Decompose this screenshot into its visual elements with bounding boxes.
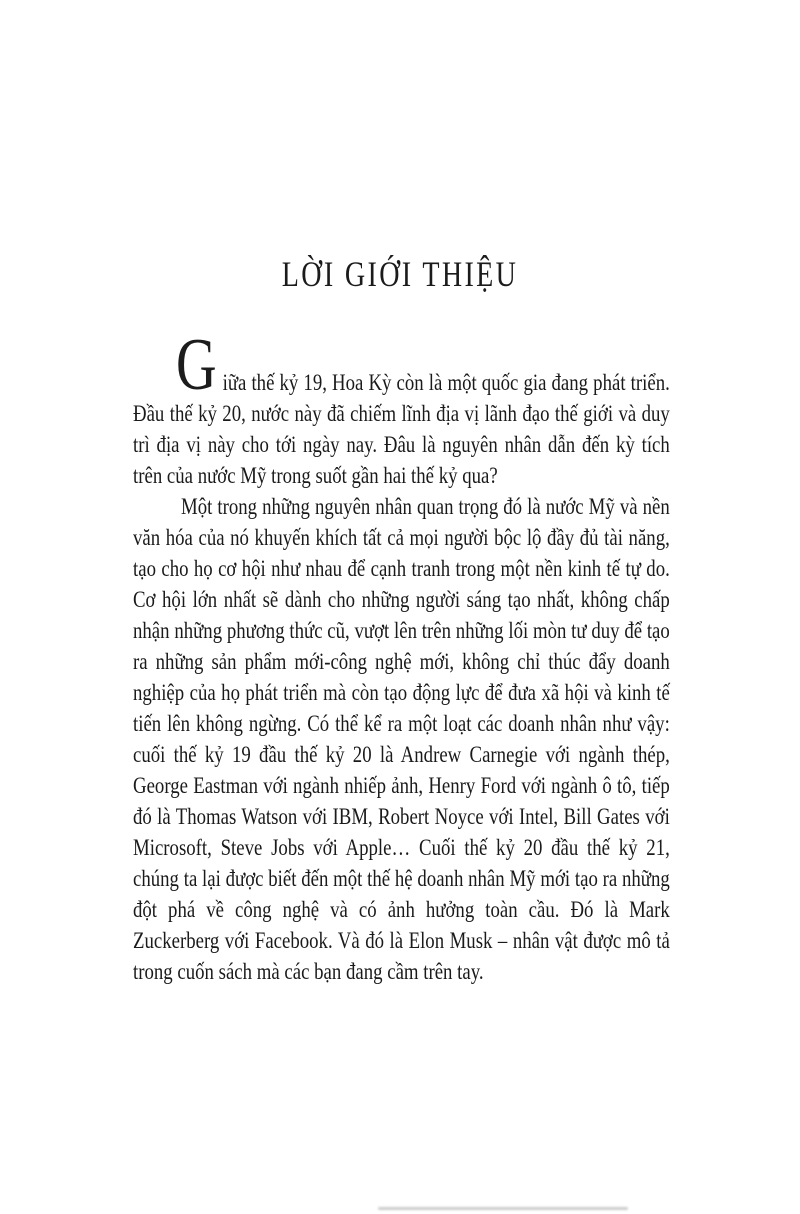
paragraph-2: Một trong những nguyên nhân quan trọng đó là nước Mỹ và nền văn hóa của nó khuyến khích tất cả mọi người bộc lộ đầy đủ tài năng, tạo cho họ cơ hội như nhau để cạnh tranh trong một nền kinh tế tự do. Cơ hội lớn nhất sẽ dành cho những người sáng tạo nhất, không chấp nhận những phương thức cũ, vượt lên trên những lối mòn tư duy để tạo ra những sản phẩm mới-công nghệ mới, không chỉ thúc đẩy doanh nghiệp của họ phát triển mà còn tạo động lực để đưa xã hội và kinh tế tiến lên không ngừng. Có thể kể ra một loạt các doanh nhân như vậy: cuối thế kỷ 19 đầu thế kỷ 20 là Andrew Carnegie với ngành thép, George Eastman với ngành nhiếp ảnh, Henry Ford với ngành ô tô, tiếp đó là Thomas Watson với IBM, Robert Noyce với Intel, Bill Gates với Microsoft, Steve Jobs với Apple… Cuối thế kỷ 20 đầu thế kỷ 21, chúng ta lại được biết đến một thế hệ doanh nhân Mỹ mới tạo ra những đột phá về công nghệ và có ảnh hưởng toàn cầu. Đó là Mark Zuckerberg với Facebook. Và đó là Elon Musk – nhân vật được mô tả trong cuốn sách mà các bạn đang cầm trên tay. — [133, 494, 670, 985]
paragraph-1 — [133, 368, 670, 492]
page-bottom-scan-shadow — [378, 1207, 628, 1210]
chapter-title: LỜI GIỚI THIỆU — [281, 254, 519, 294]
body-text — [133, 368, 670, 988]
dropcap-letter: G — [176, 324, 217, 406]
paragraph-1-text: iữa thế kỷ 19, Hoa Kỳ còn là một quốc gia đang phát triển. Đầu thế kỷ 20, nước này đã chiếm lĩnh địa vị lãnh đạo thế giới và duy trì địa vị này cho tới ngày nay. Đâu là nguyên nhân dẫn đến kỳ tích trên của nước Mỹ trong suốt gần hai thế kỷ qua? — [133, 370, 670, 489]
